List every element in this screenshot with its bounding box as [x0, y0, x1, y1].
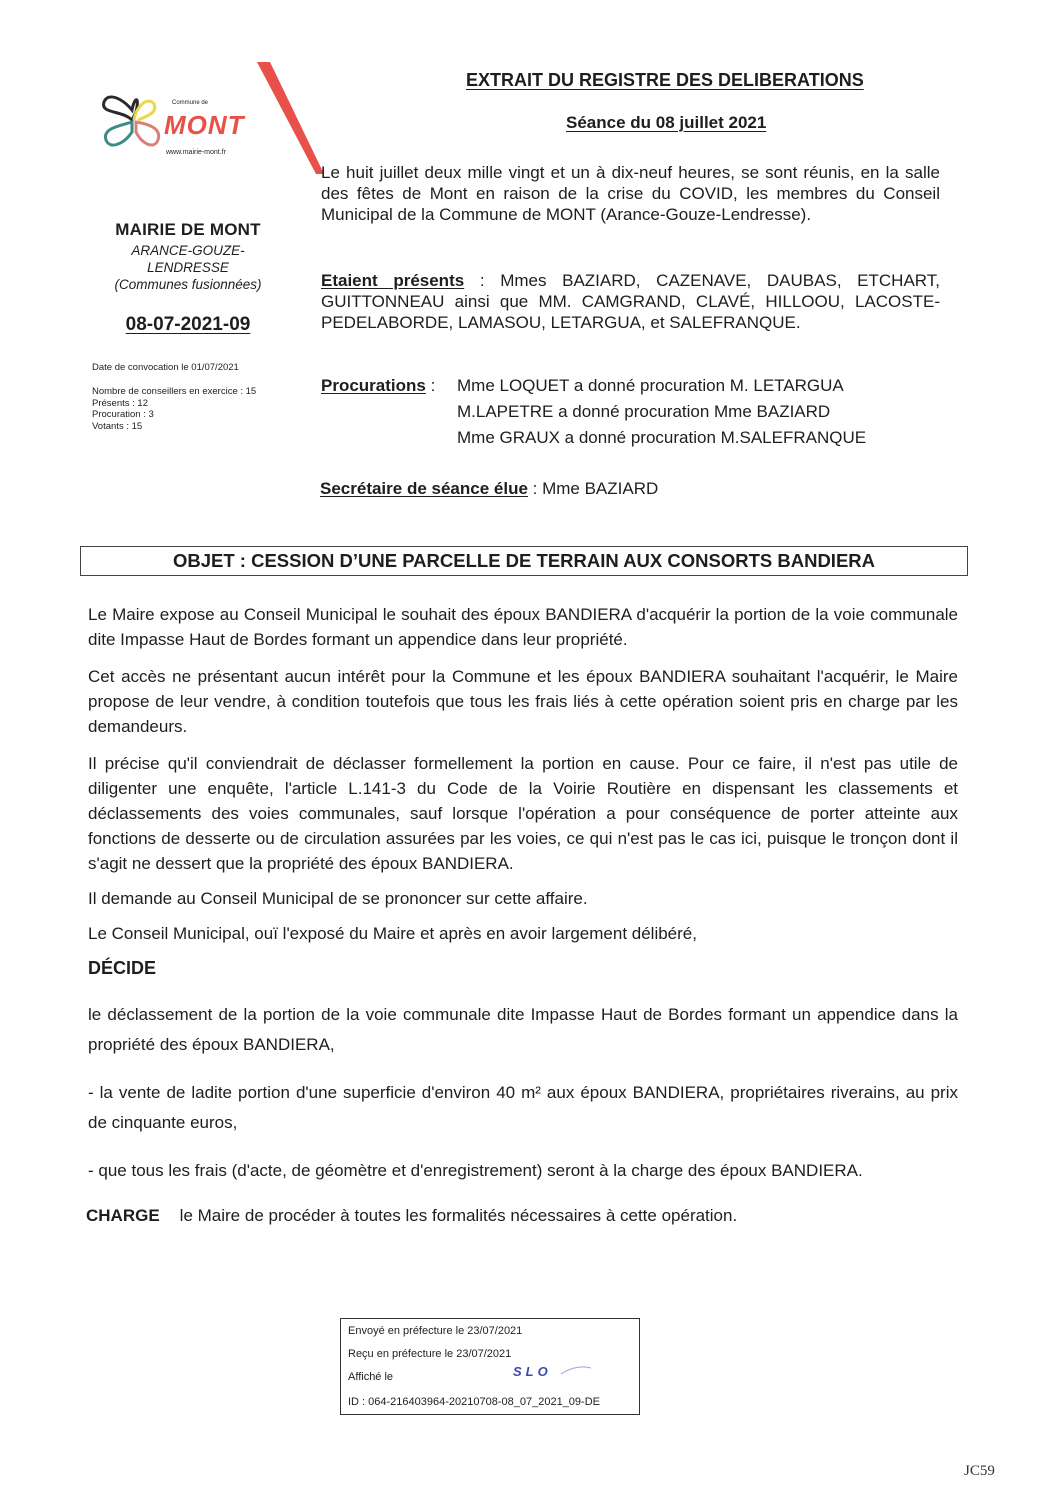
attendees-paragraph [321, 270, 940, 333]
decision-item: - la vente de ladite portion d'une superficie d'environ 40 m² aux époux BANDIERA, propriétaires riverains, au prix de cinquante euros, [88, 1083, 958, 1132]
attendees-label: Etaient présents [321, 271, 465, 290]
count-line: Votants : 15 [92, 420, 143, 432]
body-paragraph: Le Maire expose au Conseil Municipal le souhait des époux BANDIERA d'acquérir la portion de la voie communale dite Impasse Haut de Bordes formant un appendice dans leur propriété. [88, 605, 958, 649]
subject-title: OBJET : CESSION D’UNE PARCELLE DE TERRAIN AUX CONSORTS BANDIERA [172, 550, 876, 571]
stamp-posted-label: Affiché le [348, 1371, 394, 1383]
body-paragraph: Il précise qu'il conviendrait de déclasser formellement la portion en cause. Pour ce faire, il n'est pas utile de diligenter une enquête, l'article L.141-3 du Code de la Voirie Routière en dispensant les classements et déclassements des voies communales, sauf lorsque l'opération a pour conséquence de porter atteinte aux fonctions de desserte ou de circulation assurées par les voies, ce qui n'est pas le cas ici, puisque le tronçon dont il s'agit ne dessert que la propriété des époux BANDIERA. [88, 754, 958, 873]
heart-teal [105, 122, 132, 145]
subject-box [80, 546, 968, 576]
proxy-text: M.LAPETRE a donné procuration Mme BAZIARD [457, 402, 831, 421]
count-line: Présents : 12 [92, 397, 148, 409]
secretary-value: : Mme BAZIARD [527, 479, 659, 498]
deliberation-number: 08-07-2021-09 [125, 314, 251, 335]
intro-paragraph: Le huit juillet deux mille vingt et un à dix-neuf heures, se sont réunis, en la salle des fêtes de Mont en raison de la crise du COVID, les membres du Conseil Municipal de la Commune de MONT (Arance-Gouze-Lendresse). [321, 163, 940, 224]
deliberation-body [88, 602, 958, 1228]
stamp-received-date: Reçu en préfecture le 23/07/2021 [348, 1348, 512, 1360]
footer-code: JC59 [964, 1463, 995, 1479]
slo-logo [513, 1364, 593, 1380]
slo-logo-text: SLO [513, 1364, 552, 1379]
proxy-text: Mme LOQUET a donné procuration M. LETARGUA [457, 376, 844, 395]
stamp-document-id: ID : 064-216403964-20210708-08_07_2021_09-DE [348, 1396, 600, 1408]
body-paragraph: Il demande au Conseil Municipal de se prononcer sur cette affaire. [88, 889, 588, 908]
attendees-list: : Mmes BAZIARD, CAZENAVE, DAUBAS, ETCHART, GUITTONNEAU ainsi que MM. CAMGRAND, CLAVÉ, HILLOOU, LACOSTE-PEDELABORDE, LAMASOU, LETARGUA, et SALEFRANQUE. [321, 271, 940, 332]
count-line: Procuration : 3 [92, 409, 154, 420]
proxies-label: Procurations [321, 376, 426, 395]
logo-commune-label: Commune de [172, 100, 209, 106]
decision-item: - que tous les frais (d'acte, de géomètre et d'enregistrement) seront à la charge des époux BANDIERA. [88, 1161, 863, 1180]
mairie-title: MAIRIE DE MONT [115, 220, 261, 239]
mairie-subtitle [82, 242, 294, 293]
decision-label: DÉCIDE [88, 958, 157, 978]
proxy-line [321, 425, 866, 451]
proxies-block [321, 373, 866, 451]
mairie-subtitle-line: ARANCE-GOUZE- [131, 243, 245, 258]
session-date-title: Séance du 08 juillet 2021 [566, 113, 767, 132]
proxy-text: Mme GRAUX a donné procuration M.SALEFRANQUE [457, 428, 867, 447]
heart-black [104, 97, 138, 120]
decision-item: le déclassement de la portion de la voie communale dite Impasse Haut de Bordes formant un appendice dans la propriété des époux BANDIERA, [88, 1005, 958, 1054]
mairie-subtitle-line: (Communes fusionnées) [114, 277, 262, 292]
secretary-label: Secrétaire de séance élue [320, 479, 528, 498]
convocation-date: Date de convocation le 01/07/2021 [92, 362, 239, 373]
council-counts [92, 386, 256, 432]
logo-website: www.mairie-mont.fr [166, 149, 226, 156]
body-paragraph: Le Conseil Municipal, ouï l'exposé du Maire et après en avoir largement délibéré, [88, 924, 697, 943]
mairie-subtitle-line: LENDRESSE [147, 260, 229, 275]
register-extract-title: EXTRAIT DU REGISTRE DES DELIBERATIONS [466, 70, 864, 90]
count-line: Nombre de conseillers en exercice : 15 [92, 386, 257, 397]
red-slash-shape [257, 62, 324, 174]
stamp-sent-date: Envoyé en préfecture le 23/07/2021 [348, 1325, 523, 1337]
heart-pink [136, 122, 159, 145]
proxies-separator: : [425, 376, 436, 395]
charge-text: le Maire de procéder à toutes les formalités nécessaires à cette opération. [179, 1206, 738, 1225]
charge-paragraph [86, 1204, 958, 1228]
proxy-line [321, 399, 866, 425]
body-paragraph: Cet accès ne présentant aucun intérêt pour la Commune et les époux BANDIERA souhaitant l'acquérir, le Maire propose de leur vendre, à condition toutefois que tous les frais liés à cette opération soient pris en charge par les demandeurs. [88, 667, 958, 736]
proxies-heading [321, 373, 457, 399]
logo-name: MONT [164, 110, 245, 140]
charge-label: CHARGE [86, 1206, 160, 1225]
slo-swoosh-icon [561, 1366, 591, 1376]
session-secretary [320, 479, 658, 499]
proxy-line [321, 373, 866, 399]
commune-logo [92, 62, 332, 174]
prefecture-stamp [340, 1318, 640, 1415]
